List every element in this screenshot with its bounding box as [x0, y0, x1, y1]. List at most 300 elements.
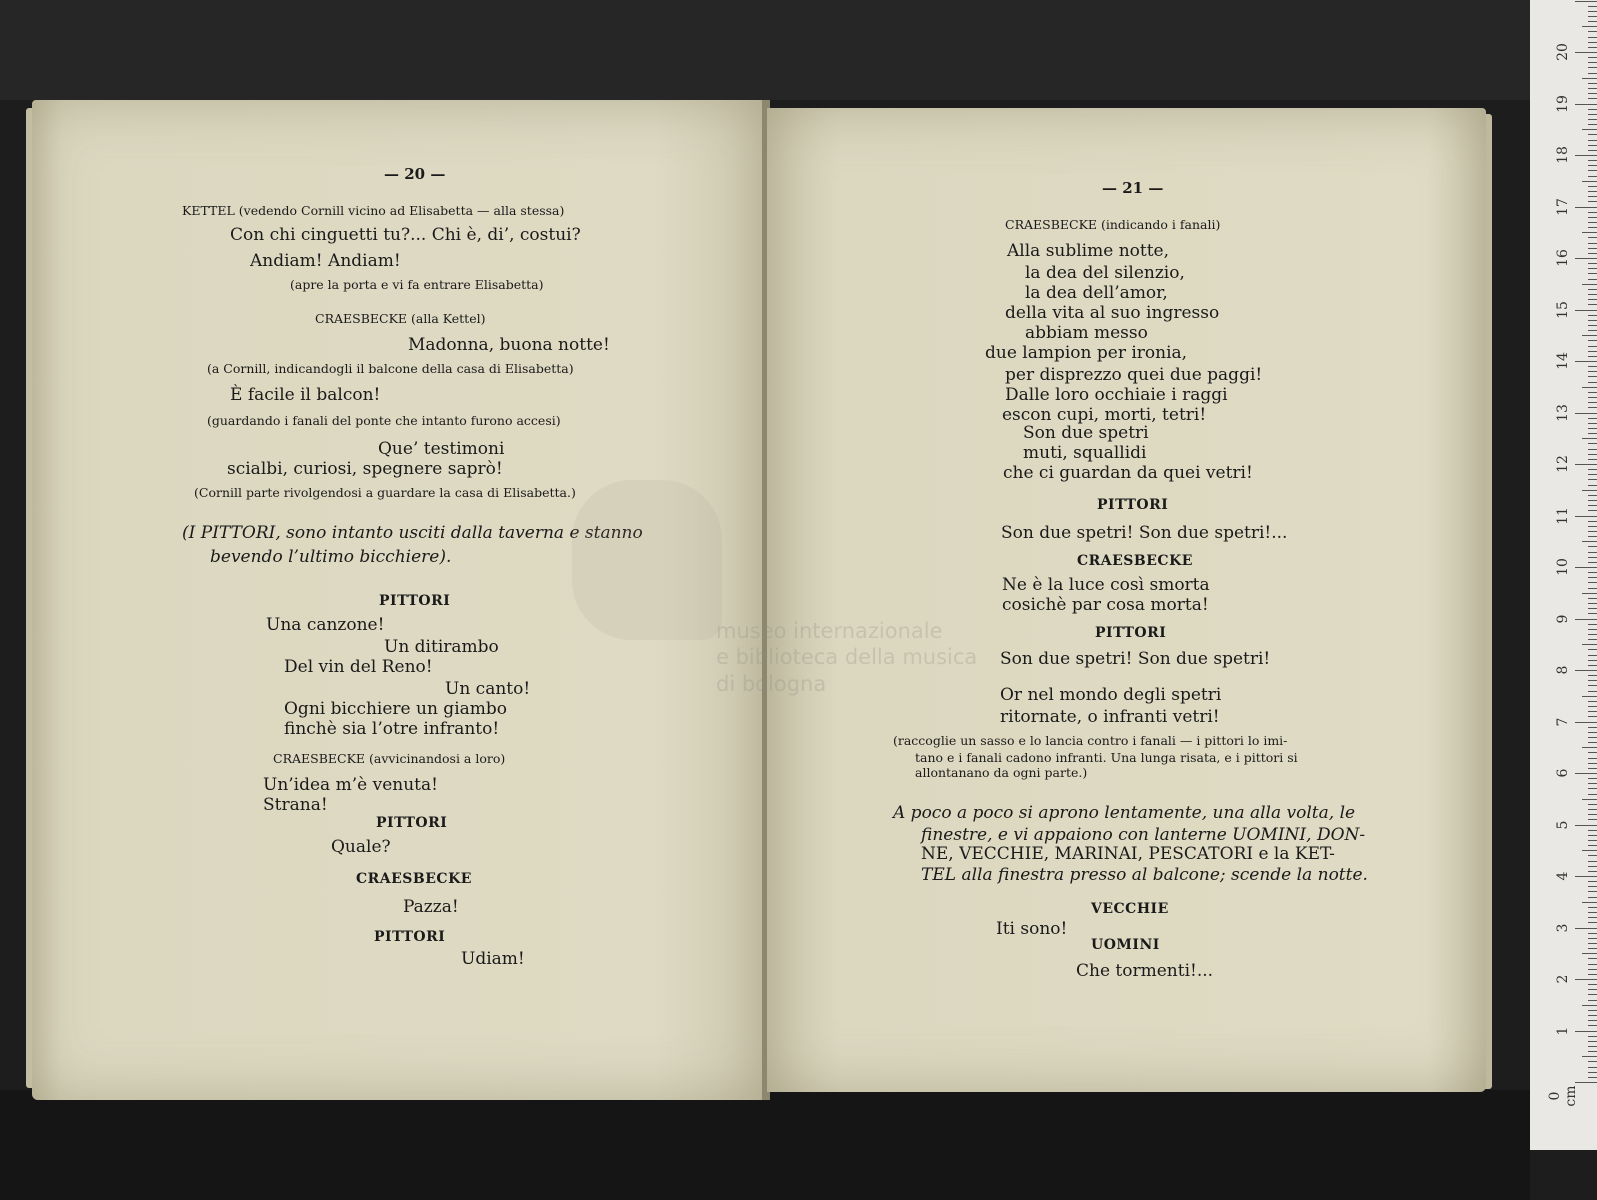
left-text-line: Pazza!	[403, 897, 459, 917]
watermark-line: di bologna	[716, 671, 827, 696]
ruler-tick	[1588, 866, 1597, 867]
right-text-line: tano e i fanali cadono infranti. Una lunga risata, e i pittori si	[915, 750, 1298, 765]
left-text-line: (guardando i fanali del ponte che intanto furono accesi)	[207, 413, 561, 428]
ruler-tick	[1588, 366, 1597, 367]
ruler-tick	[1588, 804, 1597, 805]
right-text-line: CRAESBECKE (indicando i fanali)	[1005, 217, 1221, 232]
ruler-tick	[1588, 665, 1597, 666]
backdrop-bottom	[0, 1090, 1530, 1200]
ruler-tick	[1588, 495, 1597, 496]
ruler-tick	[1582, 644, 1597, 645]
ruler-tick	[1588, 639, 1597, 640]
ruler-tick	[1588, 1046, 1597, 1047]
ruler-tick	[1582, 902, 1597, 903]
ruler-tick	[1588, 871, 1597, 872]
ruler-tick	[1588, 227, 1597, 228]
right-text-line: NE, VECCHIE, MARINAI, PESCATORI e la KET-	[921, 844, 1335, 864]
right-text-line: Iti sono!	[996, 919, 1068, 939]
left-text-line: Con chi cinguetti tu?... Chi è, di’, costui?	[230, 225, 581, 245]
ruler-number: 9	[1555, 614, 1571, 623]
ruler-tick	[1588, 552, 1597, 553]
ruler-tick	[1582, 1056, 1597, 1057]
ruler-tick	[1588, 964, 1597, 965]
measurement-ruler	[1530, 0, 1597, 1150]
ruler-tick	[1588, 449, 1597, 450]
ruler-tick	[1588, 376, 1597, 377]
ruler-tick	[1588, 1000, 1597, 1001]
left-text-line: (Cornill parte rivolgendosi a guardare la casa di Elisabetta.)	[194, 485, 576, 500]
page-number-right: — 21 —	[1102, 179, 1164, 197]
ruler-tick	[1588, 304, 1597, 305]
right-text-line: CRAESBECKE	[1077, 553, 1193, 569]
ruler-tick	[1582, 181, 1597, 182]
ruler-tick	[1588, 320, 1597, 321]
ruler-tick	[1588, 917, 1597, 918]
ruler-tick	[1575, 413, 1597, 414]
ruler-tick	[1588, 217, 1597, 218]
ruler-tick	[1588, 727, 1597, 728]
ruler-tick	[1588, 505, 1597, 506]
ruler-tick	[1588, 485, 1597, 486]
ruler-tick	[1582, 747, 1597, 748]
ruler-tick	[1588, 521, 1597, 522]
ruler-tick	[1588, 891, 1597, 892]
left-text-line: Andiam! Andiam!	[250, 251, 401, 271]
ruler-tick	[1588, 1067, 1597, 1068]
ruler-tick	[1588, 845, 1597, 846]
ruler-tick	[1582, 232, 1597, 233]
ruler-number: 11	[1555, 506, 1571, 525]
ruler-tick	[1588, 819, 1597, 820]
right-text-line: A poco a poco si aprono lentamente, una alla volta, le	[893, 803, 1356, 823]
ruler-tick	[1575, 722, 1597, 723]
ruler-tick	[1588, 830, 1597, 831]
ruler-tick	[1588, 758, 1597, 759]
ruler-tick	[1588, 794, 1597, 795]
ruler-tick	[1588, 1015, 1597, 1016]
left-text-line: È facile il balcon!	[230, 385, 381, 405]
ruler-tick	[1588, 315, 1597, 316]
right-text-line: allontanano da ogni parte.)	[915, 765, 1088, 780]
ruler-tick	[1588, 397, 1597, 398]
ruler-tick	[1588, 922, 1597, 923]
right-text-line: muti, squallidi	[1023, 443, 1147, 463]
ruler-tick	[1582, 387, 1597, 388]
ruler-tick	[1575, 825, 1597, 826]
ruler-tick	[1588, 407, 1597, 408]
right-text-line: Che tormenti!...	[1076, 961, 1214, 981]
ruler-tick	[1575, 979, 1597, 980]
ruler-tick	[1588, 145, 1597, 146]
ruler-tick	[1575, 310, 1597, 311]
left-text-line: Madonna, buona notte!	[408, 335, 610, 355]
left-text-line: CRAESBECKE (alla Kettel)	[315, 311, 486, 326]
open-book	[32, 100, 1486, 1100]
ruler-tick	[1588, 268, 1597, 269]
left-text-line: Quale?	[331, 837, 391, 857]
ruler-tick	[1588, 243, 1597, 244]
ruler-number: 7	[1555, 717, 1571, 726]
ruler-tick	[1588, 1041, 1597, 1042]
right-text-line: cosichè par cosa morta!	[1002, 595, 1209, 615]
ruler-tick	[1588, 392, 1597, 393]
ruler-tick	[1588, 969, 1597, 970]
ruler-tick	[1588, 778, 1597, 779]
ruler-number: 13	[1555, 403, 1571, 422]
ruler-tick	[1588, 737, 1597, 738]
ruler-tick	[1588, 701, 1597, 702]
ruler-tick	[1575, 207, 1597, 208]
ruler-tick	[1588, 351, 1597, 352]
left-text-line: Un ditirambo	[384, 637, 499, 657]
left-text-line: Ogni bicchiere un giambo	[284, 699, 508, 719]
ruler-tick	[1588, 6, 1597, 7]
watermark-line: museo internazionale	[716, 619, 943, 643]
ruler-tick	[1575, 670, 1597, 671]
ruler-tick	[1588, 479, 1597, 480]
left-text-line: PITTORI	[379, 593, 451, 609]
ruler-tick	[1575, 1082, 1597, 1083]
ruler-tick	[1588, 423, 1597, 424]
ruler-tick	[1582, 696, 1597, 697]
ruler-tick	[1588, 114, 1597, 115]
left-text-line: Un canto!	[445, 679, 531, 699]
ruler-tick	[1588, 984, 1597, 985]
ruler-tick	[1588, 881, 1597, 882]
ruler-tick	[1582, 129, 1597, 130]
left-text-line: PITTORI	[374, 929, 446, 945]
ruler-tick	[1588, 742, 1597, 743]
ruler-tick	[1588, 459, 1597, 460]
ruler-tick	[1588, 57, 1597, 58]
ruler-tick	[1588, 222, 1597, 223]
ruler-tick	[1575, 567, 1597, 568]
ruler-tick	[1588, 835, 1597, 836]
ruler-number: 6	[1555, 768, 1571, 778]
ruler-tick	[1588, 1072, 1597, 1073]
ruler-tick	[1588, 201, 1597, 202]
ruler-tick	[1588, 809, 1597, 810]
ruler-tick	[1588, 938, 1597, 939]
ruler-tick	[1588, 608, 1597, 609]
right-text-line: finestre, e vi appaiono con lanterne UOMINI, DON-	[921, 825, 1366, 845]
ruler-tick	[1588, 994, 1597, 995]
left-text-line: bevendo l’ultimo bicchiere).	[210, 547, 452, 567]
left-text-line: (a Cornill, indicandogli il balcone della casa di Elisabetta)	[207, 361, 574, 376]
ruler-tick	[1588, 356, 1597, 357]
ruler-number: 8	[1555, 665, 1571, 675]
ruler-tick	[1588, 680, 1597, 681]
ruler-tick	[1588, 11, 1597, 12]
ruler-tick	[1575, 1, 1597, 2]
ruler-tick	[1575, 52, 1597, 53]
ruler-tick	[1588, 933, 1597, 934]
ruler-tick	[1588, 649, 1597, 650]
ruler-tick	[1588, 752, 1597, 753]
left-text-line: (apre la porta e vi fa entrare Elisabetta)	[290, 277, 544, 292]
ruler-tick	[1588, 340, 1597, 341]
ruler-tick	[1588, 706, 1597, 707]
ruler-tick	[1588, 562, 1597, 563]
ruler-number: 17	[1555, 197, 1571, 216]
ruler-tick	[1588, 768, 1597, 769]
ruler-number: 3	[1555, 923, 1571, 932]
ruler-tick	[1582, 1005, 1597, 1006]
ruler-tick	[1588, 897, 1597, 898]
left-text-line: KETTEL (vedendo Cornill vicino ad Elisabetta — alla stessa)	[182, 203, 565, 218]
ruler-tick	[1588, 861, 1597, 862]
left-text-line: Que’ testimoni	[378, 439, 505, 459]
right-text-line: UOMINI	[1091, 937, 1160, 953]
right-text-line: la dea dell’amor,	[1025, 283, 1168, 303]
ruler-tick	[1588, 67, 1597, 68]
ruler-tick	[1588, 454, 1597, 455]
ruler-number: 5	[1555, 820, 1571, 829]
ruler-tick	[1588, 42, 1597, 43]
ruler-tick	[1588, 196, 1597, 197]
page-number-left: — 20 —	[384, 165, 446, 183]
ruler-tick	[1588, 536, 1597, 537]
ruler-tick	[1582, 541, 1597, 542]
right-text-line: la dea del silenzio,	[1025, 263, 1185, 283]
ruler-unit-label: 0 cm	[1547, 1085, 1579, 1107]
ruler-tick	[1588, 912, 1597, 913]
right-text-line: Alla sublime notte,	[1007, 241, 1170, 261]
ruler-tick	[1588, 62, 1597, 63]
right-text-line: Son due spetri! Son due spetri!...	[1001, 523, 1288, 543]
ruler-tick	[1588, 557, 1597, 558]
ruler-tick	[1588, 428, 1597, 429]
ruler-tick	[1588, 73, 1597, 74]
ruler-tick	[1588, 469, 1597, 470]
ruler-tick	[1575, 155, 1597, 156]
left-text-line: CRAESBECKE (avvicinandosi a loro)	[273, 751, 506, 766]
ruler-tick	[1588, 31, 1597, 32]
ruler-number: 19	[1555, 94, 1571, 113]
ruler-tick	[1588, 958, 1597, 959]
ruler-tick	[1588, 948, 1597, 949]
ruler-tick	[1588, 93, 1597, 94]
ruler-tick	[1588, 289, 1597, 290]
right-text-line: PITTORI	[1097, 497, 1169, 513]
ruler-tick	[1588, 212, 1597, 213]
ruler-tick	[1588, 855, 1597, 856]
ruler-tick	[1575, 619, 1597, 620]
ruler-tick	[1588, 248, 1597, 249]
ruler-number: 15	[1555, 300, 1571, 319]
ruler-tick	[1588, 660, 1597, 661]
ruler-tick	[1588, 299, 1597, 300]
ruler-tick	[1588, 83, 1597, 84]
ruler-tick	[1588, 325, 1597, 326]
left-text-line: finchè sia l’otre infranto!	[284, 719, 500, 739]
left-text-line: Una canzone!	[266, 615, 385, 635]
ruler-tick	[1588, 685, 1597, 686]
ruler-tick	[1588, 655, 1597, 656]
ruler-tick	[1588, 418, 1597, 419]
ruler-tick	[1588, 37, 1597, 38]
right-text-line: PITTORI	[1095, 625, 1167, 641]
ruler-tick	[1588, 16, 1597, 17]
ruler-tick	[1588, 119, 1597, 120]
ruler-tick	[1588, 1077, 1597, 1078]
ruler-tick	[1575, 876, 1597, 877]
ruler-tick	[1588, 500, 1597, 501]
right-text-line: per disprezzo quei due paggi!	[1005, 365, 1263, 385]
ruler-tick	[1575, 258, 1597, 259]
right-text-line: TEL alla finestra presso al balcone; scende la notte.	[921, 865, 1368, 885]
ruler-tick	[1588, 711, 1597, 712]
ruler-tick	[1588, 109, 1597, 110]
ruler-number: 18	[1555, 146, 1571, 164]
left-text-line: scialbi, curiosi, spegnere saprò!	[227, 459, 503, 479]
ruler-tick	[1588, 943, 1597, 944]
ruler-tick	[1588, 279, 1597, 280]
ruler-tick	[1588, 330, 1597, 331]
ruler-tick	[1588, 783, 1597, 784]
ruler-tick	[1588, 1051, 1597, 1052]
ruler-tick	[1588, 840, 1597, 841]
ruler-tick	[1588, 814, 1597, 815]
ruler-tick	[1582, 593, 1597, 594]
ruler-tick	[1588, 294, 1597, 295]
ruler-tick	[1588, 371, 1597, 372]
right-text-line: che ci guardan da quei vetri!	[1003, 463, 1253, 483]
ruler-tick	[1588, 1020, 1597, 1021]
ruler-number: 10	[1555, 558, 1571, 576]
ruler-tick	[1582, 953, 1597, 954]
left-text-line: (I PITTORI, sono intanto usciti dalla taverna e stanno	[182, 523, 643, 543]
ruler-tick	[1588, 186, 1597, 187]
ruler-tick	[1575, 928, 1597, 929]
ruler-tick	[1588, 1061, 1597, 1062]
right-page	[767, 108, 1486, 1092]
right-text-line: Or nel mondo degli spetri	[1000, 685, 1222, 705]
ruler-tick	[1588, 603, 1597, 604]
ruler-tick	[1588, 21, 1597, 22]
ruler-tick	[1588, 253, 1597, 254]
ruler-number: 2	[1555, 974, 1571, 984]
ruler-tick	[1588, 788, 1597, 789]
backdrop-top	[0, 0, 1530, 100]
ruler-tick	[1588, 675, 1597, 676]
ruler-tick	[1582, 850, 1597, 851]
ruler-tick	[1588, 263, 1597, 264]
ruler-tick	[1588, 598, 1597, 599]
watermark-text	[716, 618, 977, 697]
ruler-tick	[1588, 433, 1597, 434]
right-text-line: ritornate, o infranti vetri!	[1000, 707, 1220, 727]
ruler-number: 12	[1555, 455, 1571, 473]
ruler-tick	[1588, 510, 1597, 511]
ruler-tick	[1588, 474, 1597, 475]
ruler-tick	[1588, 134, 1597, 135]
watermark-line: e biblioteca della musica	[716, 645, 978, 670]
left-text-line: Del vin del Reno!	[284, 657, 433, 677]
ruler-tick	[1588, 546, 1597, 547]
ruler-tick	[1588, 170, 1597, 171]
ruler-tick	[1575, 1031, 1597, 1032]
left-text-line: Udiam!	[461, 949, 525, 969]
right-text-line: Dalle loro occhiaie i raggi	[1005, 385, 1228, 405]
ruler-tick	[1588, 176, 1597, 177]
ruler-tick	[1582, 78, 1597, 79]
right-text-line: Son due spetri	[1023, 423, 1149, 443]
ruler-tick	[1588, 629, 1597, 630]
ruler-tick	[1588, 191, 1597, 192]
ruler-tick	[1588, 1025, 1597, 1026]
ruler-tick	[1588, 88, 1597, 89]
ruler-tick	[1588, 47, 1597, 48]
ruler-tick	[1582, 284, 1597, 285]
ruler-tick	[1575, 516, 1597, 517]
left-text-line: Strana!	[263, 795, 328, 815]
ruler-number: 20	[1555, 43, 1571, 61]
ruler-tick	[1588, 382, 1597, 383]
ruler-tick	[1588, 346, 1597, 347]
ruler-number: 16	[1555, 249, 1571, 267]
ruler-tick	[1588, 531, 1597, 532]
ruler-tick	[1588, 732, 1597, 733]
ruler-number: 4	[1555, 871, 1571, 881]
ruler-tick	[1588, 577, 1597, 578]
ruler-tick	[1588, 273, 1597, 274]
ruler-tick	[1588, 572, 1597, 573]
left-text-line: Un’idea m’è venuta!	[263, 775, 438, 795]
right-text-line: (raccoglie un sasso e lo lancia contro i fanali — i pittori lo imi-	[893, 733, 1288, 748]
ruler-tick	[1588, 526, 1597, 527]
ruler-tick	[1588, 443, 1597, 444]
ruler-tick	[1588, 1010, 1597, 1011]
right-text-line: della vita al suo ingresso	[1005, 303, 1220, 323]
ruler-tick	[1582, 490, 1597, 491]
ruler-tick	[1588, 582, 1597, 583]
ruler-tick	[1588, 989, 1597, 990]
ruler-tick	[1588, 691, 1597, 692]
right-text-line: abbiam messo	[1025, 323, 1148, 343]
ruler-tick	[1588, 613, 1597, 614]
left-text-line: PITTORI	[376, 815, 448, 831]
left-text-line: CRAESBECKE	[356, 871, 472, 887]
ruler-tick	[1588, 716, 1597, 717]
right-text-line: due lampion per ironia,	[985, 343, 1188, 363]
ruler-tick	[1588, 588, 1597, 589]
ruler-tick	[1588, 634, 1597, 635]
right-text-line: VECCHIE	[1091, 901, 1169, 917]
ruler-tick	[1588, 624, 1597, 625]
ruler-number: 14	[1555, 352, 1571, 370]
ruler-tick	[1588, 140, 1597, 141]
right-text-line: Son due spetri! Son due spetri!	[1000, 649, 1271, 669]
ruler-tick	[1588, 150, 1597, 151]
ruler-tick	[1582, 335, 1597, 336]
ruler-tick	[1588, 907, 1597, 908]
ruler-tick	[1588, 165, 1597, 166]
right-text-line: Ne è la luce così smorta	[1002, 575, 1210, 595]
right-text-line: escon cupi, morti, tetri!	[1002, 405, 1207, 425]
ruler-tick	[1588, 974, 1597, 975]
ruler-tick	[1588, 763, 1597, 764]
ruler-tick	[1588, 124, 1597, 125]
ruler-tick	[1575, 464, 1597, 465]
ruler-tick	[1575, 773, 1597, 774]
ruler-tick	[1575, 104, 1597, 105]
ruler-tick	[1582, 26, 1597, 27]
ruler-tick	[1588, 402, 1597, 403]
ruler-tick	[1588, 98, 1597, 99]
ruler-number: 1	[1555, 1026, 1571, 1035]
ruler-tick	[1575, 361, 1597, 362]
